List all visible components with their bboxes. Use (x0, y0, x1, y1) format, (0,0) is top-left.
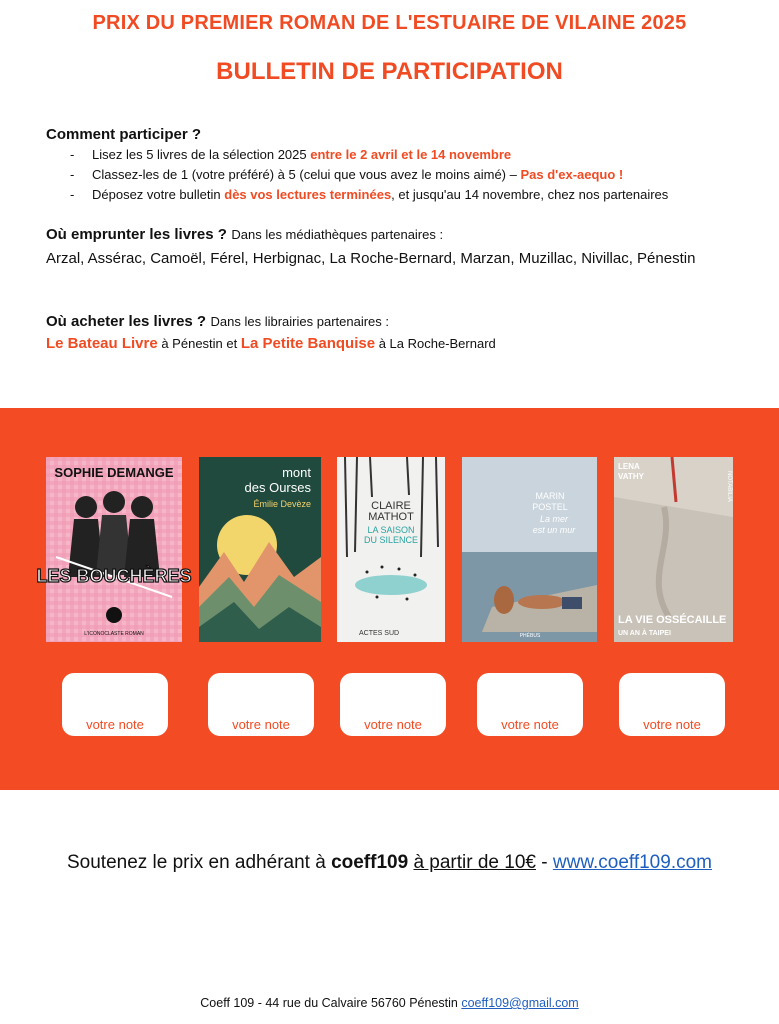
book-cover-mont-des-ourses (199, 457, 321, 642)
org-name: coeff109 (331, 852, 409, 873)
svg-text:mont: mont (282, 465, 311, 480)
svg-text:PHÉBUS: PHÉBUS (519, 633, 541, 639)
rating-box-2[interactable] (208, 673, 314, 736)
rating-label: votre note (501, 717, 559, 732)
footer (0, 996, 779, 1010)
svg-text:VATHY: VATHY (618, 472, 644, 481)
rating-box-3[interactable] (340, 673, 446, 736)
svg-text:SOPHIE DEMANGE: SOPHIE DEMANGE (54, 465, 174, 480)
membership-price: à partir de 10€ (413, 852, 536, 873)
support-line: Soutenez le prix en adhérant à coeff109 à partir de 10€ - www.coeff109.com (66, 852, 712, 873)
book-cover-la-saison-du-silence (337, 457, 445, 642)
buy-subheading: Dans les librairies partenaires : (210, 314, 389, 329)
svg-text:L'ICONOCLASTE ROMAN: L'ICONOCLASTE ROMAN (84, 631, 144, 637)
email-link[interactable]: coeff109@gmail.com (461, 996, 579, 1010)
svg-text:MATHOT: MATHOT (368, 511, 414, 523)
svg-text:DU SILENCE: DU SILENCE (363, 535, 419, 545)
svg-text:UN AN À TAIPEI: UN AN À TAIPEI (618, 630, 671, 637)
rating-label: votre note (364, 717, 422, 732)
borrow-heading: Où emprunter les livres ? (46, 226, 227, 243)
borrow-subheading: Dans les médiathèques partenaires : (231, 227, 444, 242)
svg-text:LA SAISON: LA SAISON (367, 525, 415, 535)
step-item: - Classez-les de 1 (votre préféré) à 5 (celui que vous avez le moins aimé) – Pas d'ex-aequo ! (46, 165, 736, 185)
bookshop-1: Le Bateau Livre (46, 335, 158, 352)
how-to-section (46, 126, 736, 205)
svg-text:ACTES SUD: ACTES SUD (359, 630, 400, 637)
svg-text:NOTABILIA: NOTABILIA (726, 471, 732, 502)
footer-address: Coeff 109 - 44 rue du Calvaire 56760 Pénestin (200, 996, 462, 1010)
how-to-heading: Comment participer ? (46, 126, 202, 143)
bookshop-2: La Petite Banquise (240, 335, 376, 352)
borrow-section (46, 226, 736, 270)
buy-section (46, 313, 736, 352)
rating-box-5[interactable] (619, 673, 725, 736)
svg-text:LENA: LENA (618, 462, 640, 471)
books-band (0, 408, 779, 790)
step-item: - Déposez votre bulletin dès vos lectures terminées, et jusqu'au 14 novembre, chez nos partenaires (46, 185, 736, 205)
bookshops: Le Bateau Livre à Pénestin et La Petite Banquise à La Roche-Bernard (46, 335, 496, 352)
book-cover-la-mer-est-un-mur (462, 457, 597, 642)
rating-label: votre note (86, 717, 144, 732)
svg-text:LA VIE OSSÉCAILLE: LA VIE OSSÉCAILLE (618, 614, 727, 626)
form-title: BULLETIN DE PARTICIPATION (216, 58, 563, 85)
steps-list (46, 145, 736, 205)
rating-box-4[interactable] (477, 673, 583, 736)
svg-text:MARIN: MARIN (535, 491, 565, 501)
svg-text:Émilie Devèze: Émilie Devèze (253, 499, 311, 509)
buy-heading: Où acheter les livres ? (46, 313, 207, 330)
rating-label: votre note (643, 717, 701, 732)
step-item: - Lisez les 5 livres de la sélection 2025 entre le 2 avril et le 14 novembre (46, 145, 736, 165)
svg-text:LES BOUCHÈRES: LES BOUCHÈRES (36, 566, 192, 586)
svg-text:des Ourses: des Ourses (244, 480, 311, 495)
svg-text:La mer: La mer (539, 514, 569, 524)
svg-text:POSTEL: POSTEL (532, 502, 568, 512)
rating-label: votre note (232, 717, 290, 732)
book-cover-les-boucheres (36, 457, 192, 642)
rating-box-1[interactable] (62, 673, 168, 736)
library-towns: Arzal, Assérac, Camoël, Férel, Herbignac, La Roche-Bernard, Marzan, Muzillac, Nivillac, Pénestin (46, 250, 696, 267)
svg-text:CLAIRE: CLAIRE (371, 500, 411, 512)
prize-title: PRIX DU PREMIER ROMAN DE L'ESTUAIRE DE VILAINE 2025 (92, 12, 687, 34)
svg-text:est un mur: est un mur (532, 525, 576, 535)
book-cover-la-vie-ossecaille (614, 457, 733, 642)
website-link[interactable]: www.coeff109.com (552, 852, 712, 873)
